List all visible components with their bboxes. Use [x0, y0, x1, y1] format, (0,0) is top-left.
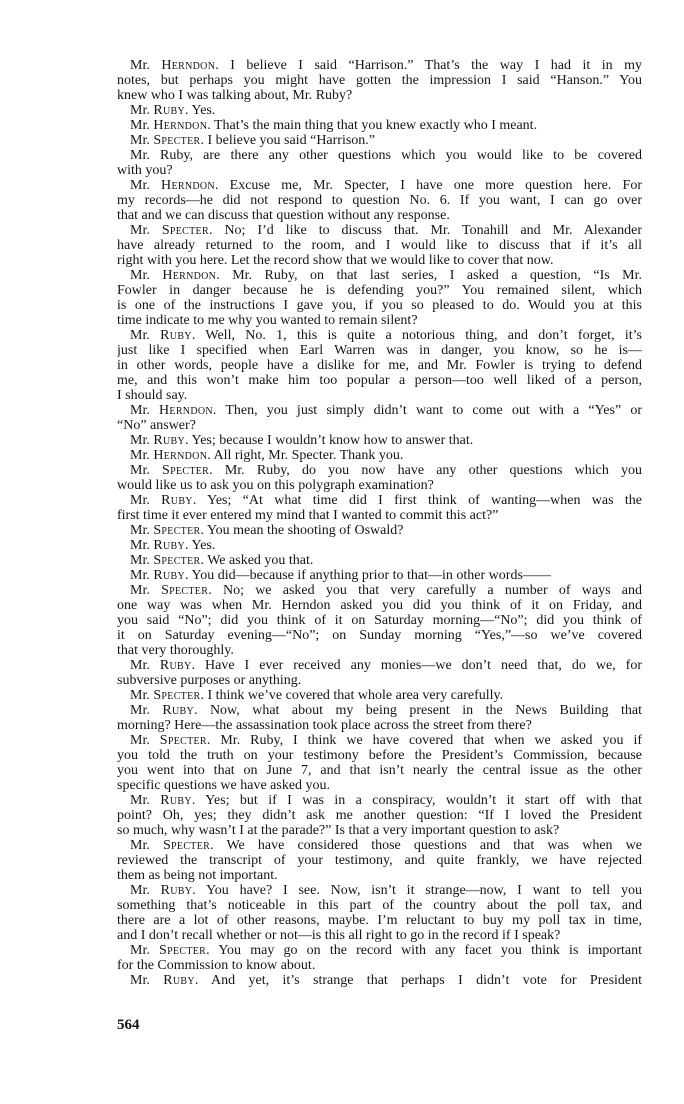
testimony-paragraph: [117, 463, 642, 493]
line-text: so much, why wasn’t I at the parade?” Is that a very important question to ask?: [117, 823, 560, 838]
line-text: That’s the main thing that you knew exactly who I meant.: [213, 118, 538, 133]
line-text: I should say.: [117, 388, 188, 403]
speaker-name: Herndon: [161, 58, 216, 73]
testimony-paragraph: [117, 493, 642, 523]
line-text: You did—because if anything prior to that—in other words——: [191, 568, 551, 583]
speaker-name: Specter: [162, 838, 211, 853]
speaker-name: Ruby: [163, 973, 195, 988]
text-line: [117, 163, 642, 178]
line-text: time indicate to me why you wanted to remain silent?: [117, 313, 418, 328]
testimony-paragraph: [117, 103, 642, 118]
testimony-paragraph: [117, 178, 642, 223]
text-line: Mr. Specter. Mr. Ruby, I think we have covered that when we asked you if: [130, 733, 642, 748]
speaker-name: Herndon: [153, 448, 208, 463]
speaker-name: Ruby: [162, 703, 194, 718]
line-text: them as being not important.: [117, 868, 278, 883]
speaker-name: Ruby: [160, 328, 192, 343]
speaker-name: Herndon: [153, 118, 208, 133]
text-line: [117, 388, 642, 403]
text-line: [117, 748, 642, 763]
testimony-paragraph: [117, 118, 642, 133]
text-line: [117, 643, 642, 658]
line-text: Yes.: [191, 103, 216, 118]
speaker-name: Herndon: [161, 178, 215, 193]
transcript-page: [117, 58, 642, 988]
text-line: Mr. Herndon. Mr. Ruby, on that last series, I asked a question, “Is Mr.: [130, 268, 642, 283]
line-text: there are a lot of other reasons, maybe. I’m reluctant to buy my poll tax in time,: [117, 913, 642, 928]
line-text: Now, what about my being present in the News Building that: [209, 703, 642, 718]
text-line: Mr. Ruby. Have I ever received any monies—we don’t need that, do we, for: [130, 658, 642, 673]
line-text: I think we’ve covered that whole area very carefully.: [207, 688, 504, 703]
line-text: is one of the instructions I gave you, if you so pleased to do. Would you at this: [117, 298, 642, 313]
text-line: Mr. Ruby. Well, No. 1, this is quite a notorious thing, and don’t forget, it’s: [130, 328, 642, 343]
speaker-name: Herndon: [162, 268, 217, 283]
line-text: Have I ever received any monies—we don’t need that, do we, for: [205, 658, 642, 673]
testimony-paragraph: [117, 223, 642, 268]
testimony-paragraph: [117, 733, 642, 793]
line-text: just like I specified when Earl Warren was in danger, you know, so he is—: [117, 343, 642, 358]
text-line: [117, 913, 642, 928]
text-line: [117, 478, 642, 493]
text-line: Mr. Ruby. Yes.: [130, 103, 216, 118]
text-line: [117, 868, 642, 883]
text-line: [117, 508, 642, 523]
testimony-paragraph: [117, 523, 642, 538]
line-text: specific questions we have asked you.: [117, 778, 331, 793]
text-line: [117, 928, 642, 943]
text-line: [117, 253, 642, 268]
testimony-paragraph: [117, 658, 642, 688]
testimony-paragraph: [117, 973, 642, 988]
line-text: Mr. Ruby, I think we have covered that when we asked you if: [220, 733, 642, 748]
line-text: subversive purposes or anything.: [117, 673, 302, 688]
speaker-name: Ruby: [160, 793, 192, 808]
testimony-paragraph: [117, 943, 642, 973]
line-text: something that’s noticeable in this part of the country about the poll tax, and: [117, 898, 642, 913]
text-line: Mr. Specter. Mr. Ruby, do you now have any other questions which you: [130, 463, 642, 478]
line-text: with you?: [117, 163, 173, 178]
line-text: that and we can discuss that question without any response.: [117, 208, 450, 223]
line-text: Yes; but if I was in a conspiracy, wouldn’t it start off with that: [205, 793, 642, 808]
line-text: You mean the shooting of Oswald?: [206, 523, 404, 538]
line-text: Yes; because I wouldn’t know how to answer that.: [191, 433, 474, 448]
testimony-paragraph: [117, 403, 642, 433]
line-text: reviewed the transcript of your testimony, and quite frankly, we have rejected: [117, 853, 642, 868]
text-line: [117, 358, 642, 373]
page-number: 564: [117, 1017, 140, 1033]
text-line: Mr. Herndon. I believe I said “Harrison.” That’s the way I had it in my: [130, 58, 642, 73]
text-line: [117, 373, 642, 388]
text-line: [117, 343, 642, 358]
text-line: Mr. Specter. No; I’d like to discuss that. Mr. Tonahill and Mr. Alexander: [130, 223, 642, 238]
line-text: We asked you that.: [207, 553, 314, 568]
speaker-name: Ruby: [153, 103, 185, 118]
speaker-name: Specter: [153, 688, 201, 703]
line-text: We have considered those questions and that was when we: [226, 838, 642, 853]
text-line: [117, 958, 642, 973]
text-line: [117, 673, 642, 688]
line-text: you told the truth on your testimony before the President’s Commission, because: [117, 748, 642, 763]
line-text: one way was when Mr. Herndon asked you did you think of it on Friday, and: [117, 598, 642, 613]
testimony-paragraph: [117, 448, 642, 463]
text-line: Mr. Specter. We asked you that.: [130, 553, 314, 568]
speaker-name: Ruby: [160, 883, 193, 898]
testimony-paragraph: [117, 703, 642, 733]
text-line: Mr. Herndon. Then, you just simply didn’t want to come out with a “Yes” or: [130, 403, 642, 418]
speaker-name: Specter: [159, 943, 207, 958]
line-text: point? Oh, yes; they didn’t ask me another question: “If I loved the President: [117, 808, 642, 823]
speaker-name: Ruby: [153, 538, 185, 553]
speaker-name: Ruby: [153, 433, 185, 448]
text-line: [117, 193, 642, 208]
speaker-name: Specter: [161, 583, 209, 598]
testimony-paragraph: [117, 583, 642, 658]
line-text: for the Commission to know about.: [117, 958, 316, 973]
text-line: [117, 898, 642, 913]
text-line: [117, 148, 642, 163]
line-text: my records—he did not respond to question No. 6. If you want, I can go over: [117, 193, 642, 208]
line-text: Mr. Ruby, on that last series, I asked a question, “Is Mr.: [232, 268, 642, 283]
text-line: Mr. Herndon. All right, Mr. Specter. Thank you.: [130, 448, 404, 463]
text-line: Mr. Ruby. Yes; “At what time did I first think of wanting—when was the: [130, 493, 642, 508]
line-text: I believe I said “Harrison.” That’s the way I had it in my: [230, 58, 642, 73]
speaker-name: Specter: [153, 133, 201, 148]
line-text: morning? Here—the assassination took place across the street from there?: [117, 718, 532, 733]
testimony-paragraph: [117, 688, 642, 703]
testimony-paragraph: [117, 793, 642, 838]
text-line: [117, 208, 642, 223]
line-text: Yes; “At what time did I first think of wanting—when was the: [207, 493, 642, 508]
line-text: Then, you just simply didn’t want to come out with a “Yes” or: [225, 403, 642, 418]
testimony-paragraph: [117, 883, 642, 943]
text-line: Mr. Specter. You mean the shooting of Oswald?: [130, 523, 404, 538]
text-line: [117, 628, 642, 643]
text-line: Mr. Specter. No; we asked you that very carefully a number of ways and: [130, 583, 642, 598]
testimony-paragraph: [117, 148, 642, 178]
text-line: [117, 763, 642, 778]
text-line: [117, 238, 642, 253]
line-text: in other words, people have a dislike for me, and Mr. Fowler is trying to defend: [117, 358, 642, 373]
testimony-paragraph: [117, 838, 642, 883]
line-text: notes, but perhaps you might have gotten the impression I said “Hanson.” You: [117, 73, 642, 88]
text-line: [117, 853, 642, 868]
text-line: Mr. Herndon. Excuse me, Mr. Specter, I have one more question here. For: [130, 178, 642, 193]
text-line: Mr. Herndon. That’s the main thing that you knew exactly who I meant.: [130, 118, 538, 133]
line-text: I believe you said “Harrison.”: [207, 133, 376, 148]
text-line: [117, 613, 642, 628]
line-text: it on Saturday evening—“No”; on Sunday morning “Yes,”—so we’ve covered: [117, 628, 642, 643]
line-text: You have? I see. Now, isn’t it strange—now, I want to tell you: [206, 883, 642, 898]
text-line: Mr. Ruby. Yes; because I wouldn’t know how to answer that.: [130, 433, 474, 448]
text-line: [117, 283, 642, 298]
speaker-name: Ruby: [161, 493, 193, 508]
text-line: Mr. Ruby. And yet, it’s strange that perhaps I didn’t vote for President: [130, 973, 642, 988]
text-line: Mr. Specter. I think we’ve covered that whole area very carefully.: [130, 688, 504, 703]
line-text: you said “No”; did you think of it on Saturday morning—“No”; did you think of: [117, 613, 642, 628]
line-text: would like us to ask you on this polygraph examination?: [117, 478, 434, 493]
testimony-paragraph: [117, 268, 642, 328]
line-text: Yes.: [191, 538, 216, 553]
text-line: Mr. Ruby. You have? I see. Now, isn’t it strange—now, I want to tell you: [130, 883, 642, 898]
testimony-paragraph: [117, 553, 642, 568]
line-text: You may go on the record with any facet you think is important: [218, 943, 642, 958]
text-line: Mr. Specter. We have considered those questions and that was when we: [130, 838, 642, 853]
line-text: Mr. Ruby, are there any other questions which you would like to be covered: [130, 148, 642, 163]
text-line: Mr. Ruby. Yes; but if I was in a conspiracy, wouldn’t it start off with that: [130, 793, 642, 808]
text-line: Mr. Specter. I believe you said “Harrison.”: [130, 133, 376, 148]
text-line: Mr. Ruby. You did—because if anything prior to that—in other words——: [130, 568, 551, 583]
speaker-name: Specter: [153, 523, 201, 538]
line-text: you went into that on June 7, and that isn’t nearly the central issue as the other: [117, 763, 642, 778]
line-text: right with you here. Let the record show that we would like to cover that now.: [117, 253, 554, 268]
text-line: [117, 88, 642, 103]
speaker-name: Specter: [159, 733, 207, 748]
line-text: All right, Mr. Specter. Thank you.: [213, 448, 404, 463]
line-text: first time it ever entered my mind that I wanted to commit this act?”: [117, 508, 499, 523]
text-line: [117, 313, 642, 328]
speaker-name: Ruby: [153, 568, 185, 583]
text-line: Mr. Specter. You may go on the record with any facet you think is important: [130, 943, 642, 958]
text-line: Mr. Ruby. Yes.: [130, 538, 216, 553]
speaker-name: Herndon: [159, 403, 213, 418]
line-text: And yet, it’s strange that perhaps I didn’t vote for President: [211, 973, 642, 988]
text-line: [117, 73, 642, 88]
testimony-paragraph: [117, 58, 642, 103]
text-line: [117, 823, 642, 838]
text-line: [117, 598, 642, 613]
text-line: [117, 718, 642, 733]
line-text: Well, No. 1, this is quite a notorious thing, and don’t forget, it’s: [205, 328, 642, 343]
text-line: [117, 418, 642, 433]
line-text: knew who I was talking about, Mr. Ruby?: [117, 88, 353, 103]
text-line: [117, 778, 642, 793]
speaker-name: Ruby: [159, 658, 192, 673]
text-line: [117, 808, 642, 823]
speaker-name: Specter: [162, 463, 210, 478]
testimony-paragraph: [117, 133, 642, 148]
text-line: Mr. Ruby. Now, what about my being present in the News Building that: [130, 703, 642, 718]
testimony-paragraph: [117, 568, 642, 583]
testimony-paragraph: [117, 328, 642, 403]
line-text: No; I’d like to discuss that. Mr. Tonahill and Mr. Alexander: [224, 223, 642, 238]
line-text: and I don’t recall whether or not—is this all right to go in the record if I speak?: [117, 928, 561, 943]
line-text: Fowler in danger because he is defending you?” You remained silent, which: [117, 283, 642, 298]
line-text: me, and this won’t make him too popular a person—too well liked of a person,: [117, 373, 642, 388]
speaker-name: Specter: [161, 223, 209, 238]
line-text: Mr. Ruby, do you now have any other questions which you: [224, 463, 642, 478]
testimony-paragraph: [117, 433, 642, 448]
line-text: have already returned to the room, and I would like to discuss that if it’s all: [117, 238, 642, 253]
line-text: Excuse me, Mr. Specter, I have one more question here. For: [229, 178, 642, 193]
line-text: No; we asked you that very carefully a number of ways and: [222, 583, 642, 598]
testimony-paragraph: [117, 538, 642, 553]
line-text: that very thoroughly.: [117, 643, 234, 658]
text-line: [117, 298, 642, 313]
line-text: “No” answer?: [117, 418, 196, 433]
speaker-name: Specter: [153, 553, 201, 568]
